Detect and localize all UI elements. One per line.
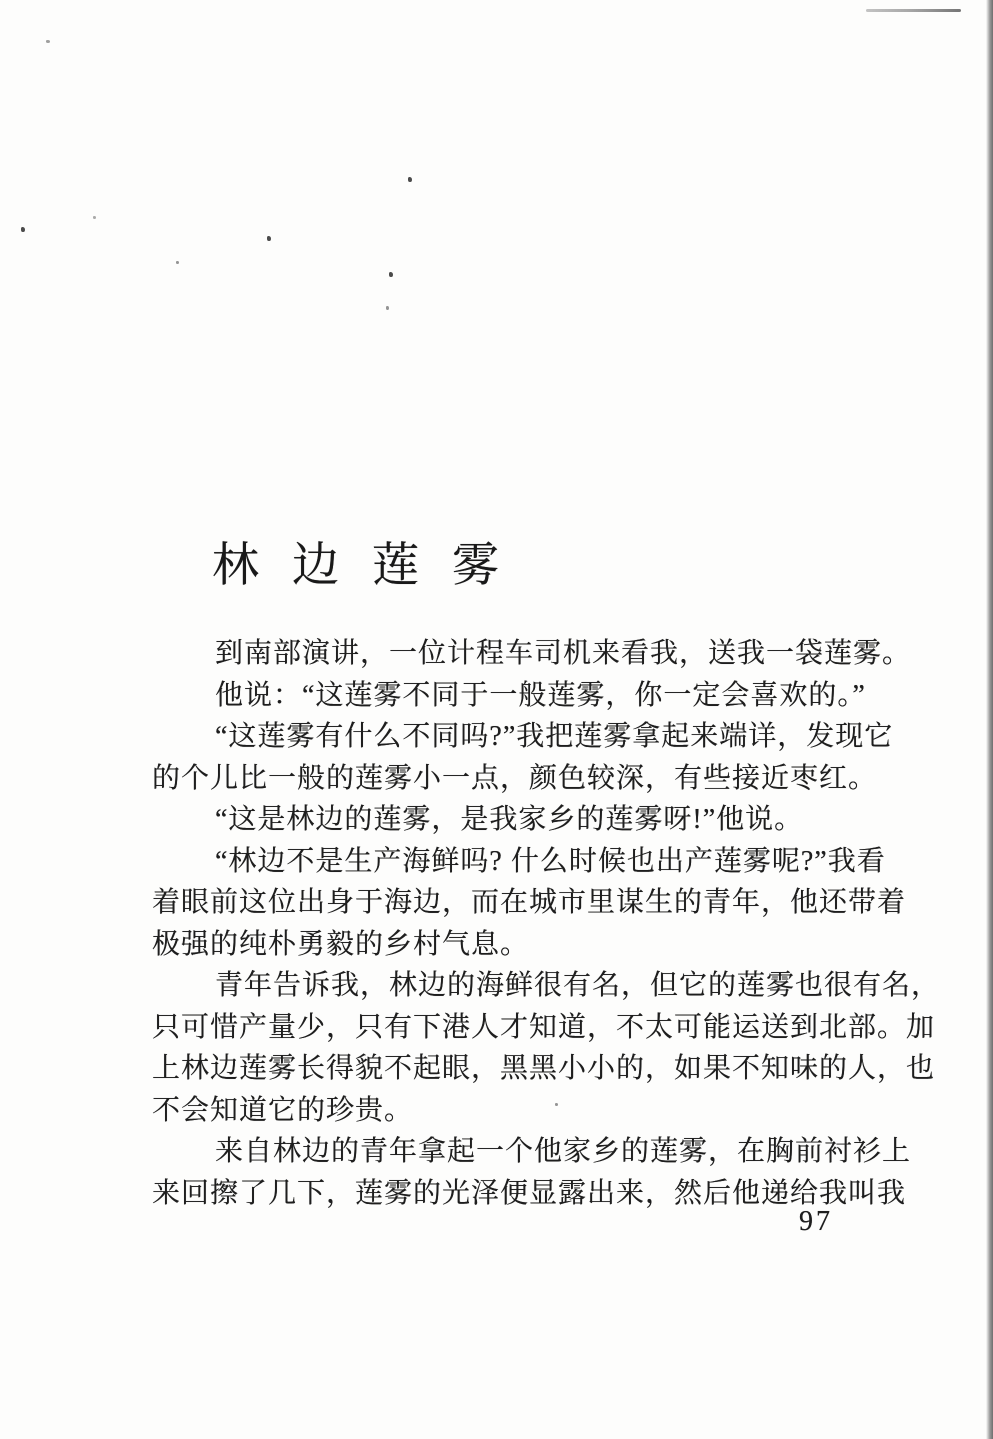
scan-speck [267, 236, 271, 241]
article-body [152, 633, 942, 1214]
scan-speck [389, 272, 393, 277]
scan-speck [408, 177, 412, 182]
article-title: 林边莲雾 [212, 540, 532, 592]
scan-speck [21, 227, 25, 232]
body-line: 青年告诉我，林边的海鲜很有名，但它的莲雾也很有名， [215, 970, 941, 1001]
body-line: “林边不是生产海鲜吗? 什么时候也出产莲雾呢?”我看 [215, 845, 886, 877]
scan-speck [386, 306, 389, 310]
body-line: 只可惜产量少，只有下港人才知道，不太可能运送到北部。加 [152, 1011, 936, 1043]
body-line: 他说：“这莲雾不同于一般莲雾，你一定会喜欢的。” [215, 679, 866, 711]
body-line: 极强的纯朴勇毅的乡村气息。 [152, 928, 530, 960]
body-line: 到南部演讲，一位计程车司机来看我，送我一袋莲雾。 [215, 638, 912, 669]
body-line: “这莲雾有什么不同吗?”我把莲雾拿起来端详，发现它 [215, 721, 894, 752]
page-number: 97 [799, 1206, 833, 1237]
body-line: “这是林边的莲雾，是我家乡的莲雾呀!”他说。 [215, 804, 804, 835]
scan-speck [176, 261, 179, 264]
body-line: 上林边莲雾长得貌不起眼，黑黑小小的，如果不知味的人，也 [152, 1053, 936, 1084]
body-line: 来回擦了几下，莲雾的光泽便显露出来，然后他递给我叫我 [152, 1177, 907, 1209]
scan-edge-artifact-top [866, 9, 961, 12]
body-line: 来自林边的青年拿起一个他家乡的莲雾，在胸前衬衫上 [215, 1136, 912, 1167]
body-line: 着眼前这位出身于海边，而在城市里谋生的青年，他还带着 [152, 887, 907, 918]
body-line: 不会知道它的珍贵。 [152, 1094, 414, 1126]
scan-speck [46, 40, 50, 43]
scan-speck [93, 216, 96, 219]
body-line: 的个儿比一般的莲雾小一点，颜色较深，有些接近枣红。 [152, 762, 878, 794]
scan-edge-artifact-right [986, 0, 993, 1439]
